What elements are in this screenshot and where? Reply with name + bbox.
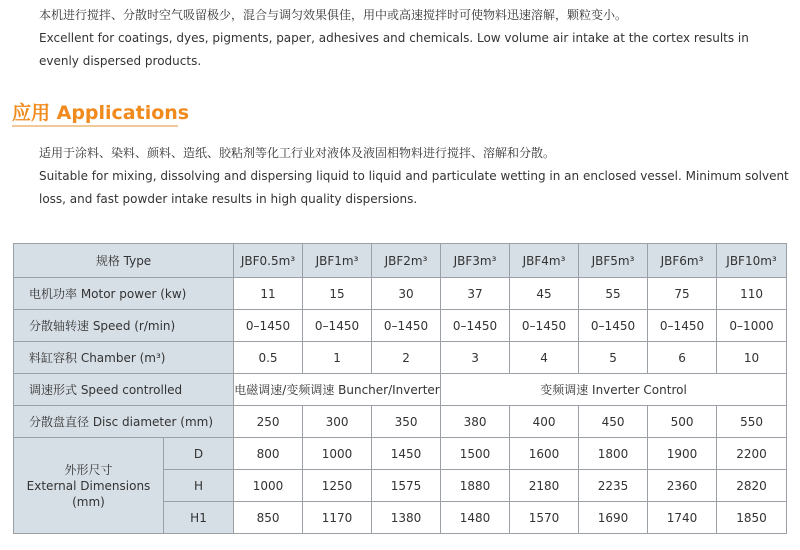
- table-cell: 0–1000: [717, 310, 787, 342]
- dimensions-label-zh: 外形尺寸: [64, 462, 113, 477]
- dimensions-label-en: External Dimensions: [26, 478, 151, 493]
- table-cell: 0–1450: [648, 310, 717, 342]
- model-cell: JBF2m³: [372, 244, 441, 278]
- table-row-speed: [14, 310, 787, 342]
- table-cell: 45: [510, 278, 579, 310]
- table-cell: 1170: [303, 502, 372, 534]
- model-cell: JBF6m³: [648, 244, 717, 278]
- heading-underline: [12, 125, 178, 127]
- model-cell: JBF3m³: [441, 244, 510, 278]
- applications-text-en: Suitable for mixing, dissolving and dispersing liquid to liquid and particulate wetting in an enclosed vessel. Minimum solvent loss, and fast powder intake results in high quality dispersions.: [39, 169, 789, 206]
- table-cell: 55: [579, 278, 648, 310]
- table-cell: 2820: [717, 470, 787, 502]
- table-cell: 3: [441, 342, 510, 374]
- dimension-key: H1: [164, 502, 234, 534]
- intro-text-en: Excellent for coatings, dyes, pigments, paper, adhesives and chemicals. Low volume air intake at the cortex results in evenly dispersed products.: [39, 31, 749, 68]
- intro-paragraph: [12, 4, 792, 73]
- table-cell: 250: [234, 406, 303, 438]
- table-cell: 2235: [579, 470, 648, 502]
- model-cell: JBF10m³: [717, 244, 787, 278]
- table-cell: 11: [234, 278, 303, 310]
- table-cell: 400: [510, 406, 579, 438]
- table-cell: 1380: [372, 502, 441, 534]
- table-cell: 2360: [648, 470, 717, 502]
- table-cell: 1600: [510, 438, 579, 470]
- row-label: 分散盘直径 Disc diameter (mm): [14, 406, 234, 438]
- table-cell: 1000: [234, 470, 303, 502]
- applications-text-zh: 适用于涂料、染料、颜料、造纸、胶粘剂等化工行业对液体及液固相物料进行搅拌、溶解和分散。: [39, 146, 556, 160]
- table-row-control: [14, 374, 787, 406]
- table-cell: 1740: [648, 502, 717, 534]
- table-cell: 110: [717, 278, 787, 310]
- table-cell: 380: [441, 406, 510, 438]
- table-row-motor: [14, 278, 787, 310]
- table-cell: 0.5: [234, 342, 303, 374]
- table-cell: 5: [579, 342, 648, 374]
- row-label: 调速形式 Speed controlled: [14, 374, 234, 406]
- model-cell: JBF1m³: [303, 244, 372, 278]
- control-inverter-cell: 变频调速 Inverter Control: [441, 374, 787, 406]
- table-cell: 1900: [648, 438, 717, 470]
- spec-table: [13, 243, 787, 534]
- type-header: 规格 Type: [14, 244, 234, 278]
- table-cell: 0–1450: [372, 310, 441, 342]
- table-cell: 4: [510, 342, 579, 374]
- row-label: 电机功率 Motor power (kw): [14, 278, 234, 310]
- table-cell: 850: [234, 502, 303, 534]
- table-cell: 1480: [441, 502, 510, 534]
- model-cell: JBF5m³: [579, 244, 648, 278]
- table-row-disc: [14, 406, 787, 438]
- table-cell: 0–1450: [579, 310, 648, 342]
- table-cell: 1000: [303, 438, 372, 470]
- dimensions-label: [14, 438, 164, 534]
- table-cell: 800: [234, 438, 303, 470]
- table-cell: 15: [303, 278, 372, 310]
- table-cell: 550: [717, 406, 787, 438]
- dimensions-label-unit: (mm): [72, 494, 105, 509]
- table-cell: 37: [441, 278, 510, 310]
- table-cell: 2: [372, 342, 441, 374]
- row-label: 分散轴转速 Speed (r/min): [14, 310, 234, 342]
- model-cell: JBF0.5m³: [234, 244, 303, 278]
- table-cell: 500: [648, 406, 717, 438]
- table-cell: 1575: [372, 470, 441, 502]
- model-cell: JBF4m³: [510, 244, 579, 278]
- table-cell: 1880: [441, 470, 510, 502]
- table-header-row: [14, 244, 787, 278]
- intro-text-zh: 本机进行搅拌、分散时空气吸留极少，混合与调匀效果俱佳，用中或高速搅拌时可使物料迅速溶解，颗粒变小。: [39, 8, 628, 22]
- table-cell: 1450: [372, 438, 441, 470]
- table-row-dim-d: [14, 438, 787, 470]
- control-buncher-cell: 电磁调速/变频调速 Buncher/Inverter: [234, 374, 441, 406]
- table-cell: 1250: [303, 470, 372, 502]
- applications-paragraph: [12, 142, 792, 211]
- table-row-chamber: [14, 342, 787, 374]
- table-cell: 1570: [510, 502, 579, 534]
- applications-heading: 应用 Applications: [12, 102, 190, 124]
- table-cell: 1690: [579, 502, 648, 534]
- table-cell: 1850: [717, 502, 787, 534]
- table-cell: 2180: [510, 470, 579, 502]
- table-cell: 300: [303, 406, 372, 438]
- table-cell: 450: [579, 406, 648, 438]
- table-cell: 0–1450: [234, 310, 303, 342]
- table-cell: 30: [372, 278, 441, 310]
- table-cell: 0–1450: [510, 310, 579, 342]
- table-cell: 350: [372, 406, 441, 438]
- dimension-key: H: [164, 470, 234, 502]
- table-cell: 0–1450: [441, 310, 510, 342]
- table-cell: 1500: [441, 438, 510, 470]
- table-cell: 0–1450: [303, 310, 372, 342]
- row-label: 料缸容积 Chamber (m³): [14, 342, 234, 374]
- table-cell: 2200: [717, 438, 787, 470]
- table-cell: 10: [717, 342, 787, 374]
- table-cell: 6: [648, 342, 717, 374]
- table-cell: 1800: [579, 438, 648, 470]
- dimension-key: D: [164, 438, 234, 470]
- table-cell: 1: [303, 342, 372, 374]
- table-cell: 75: [648, 278, 717, 310]
